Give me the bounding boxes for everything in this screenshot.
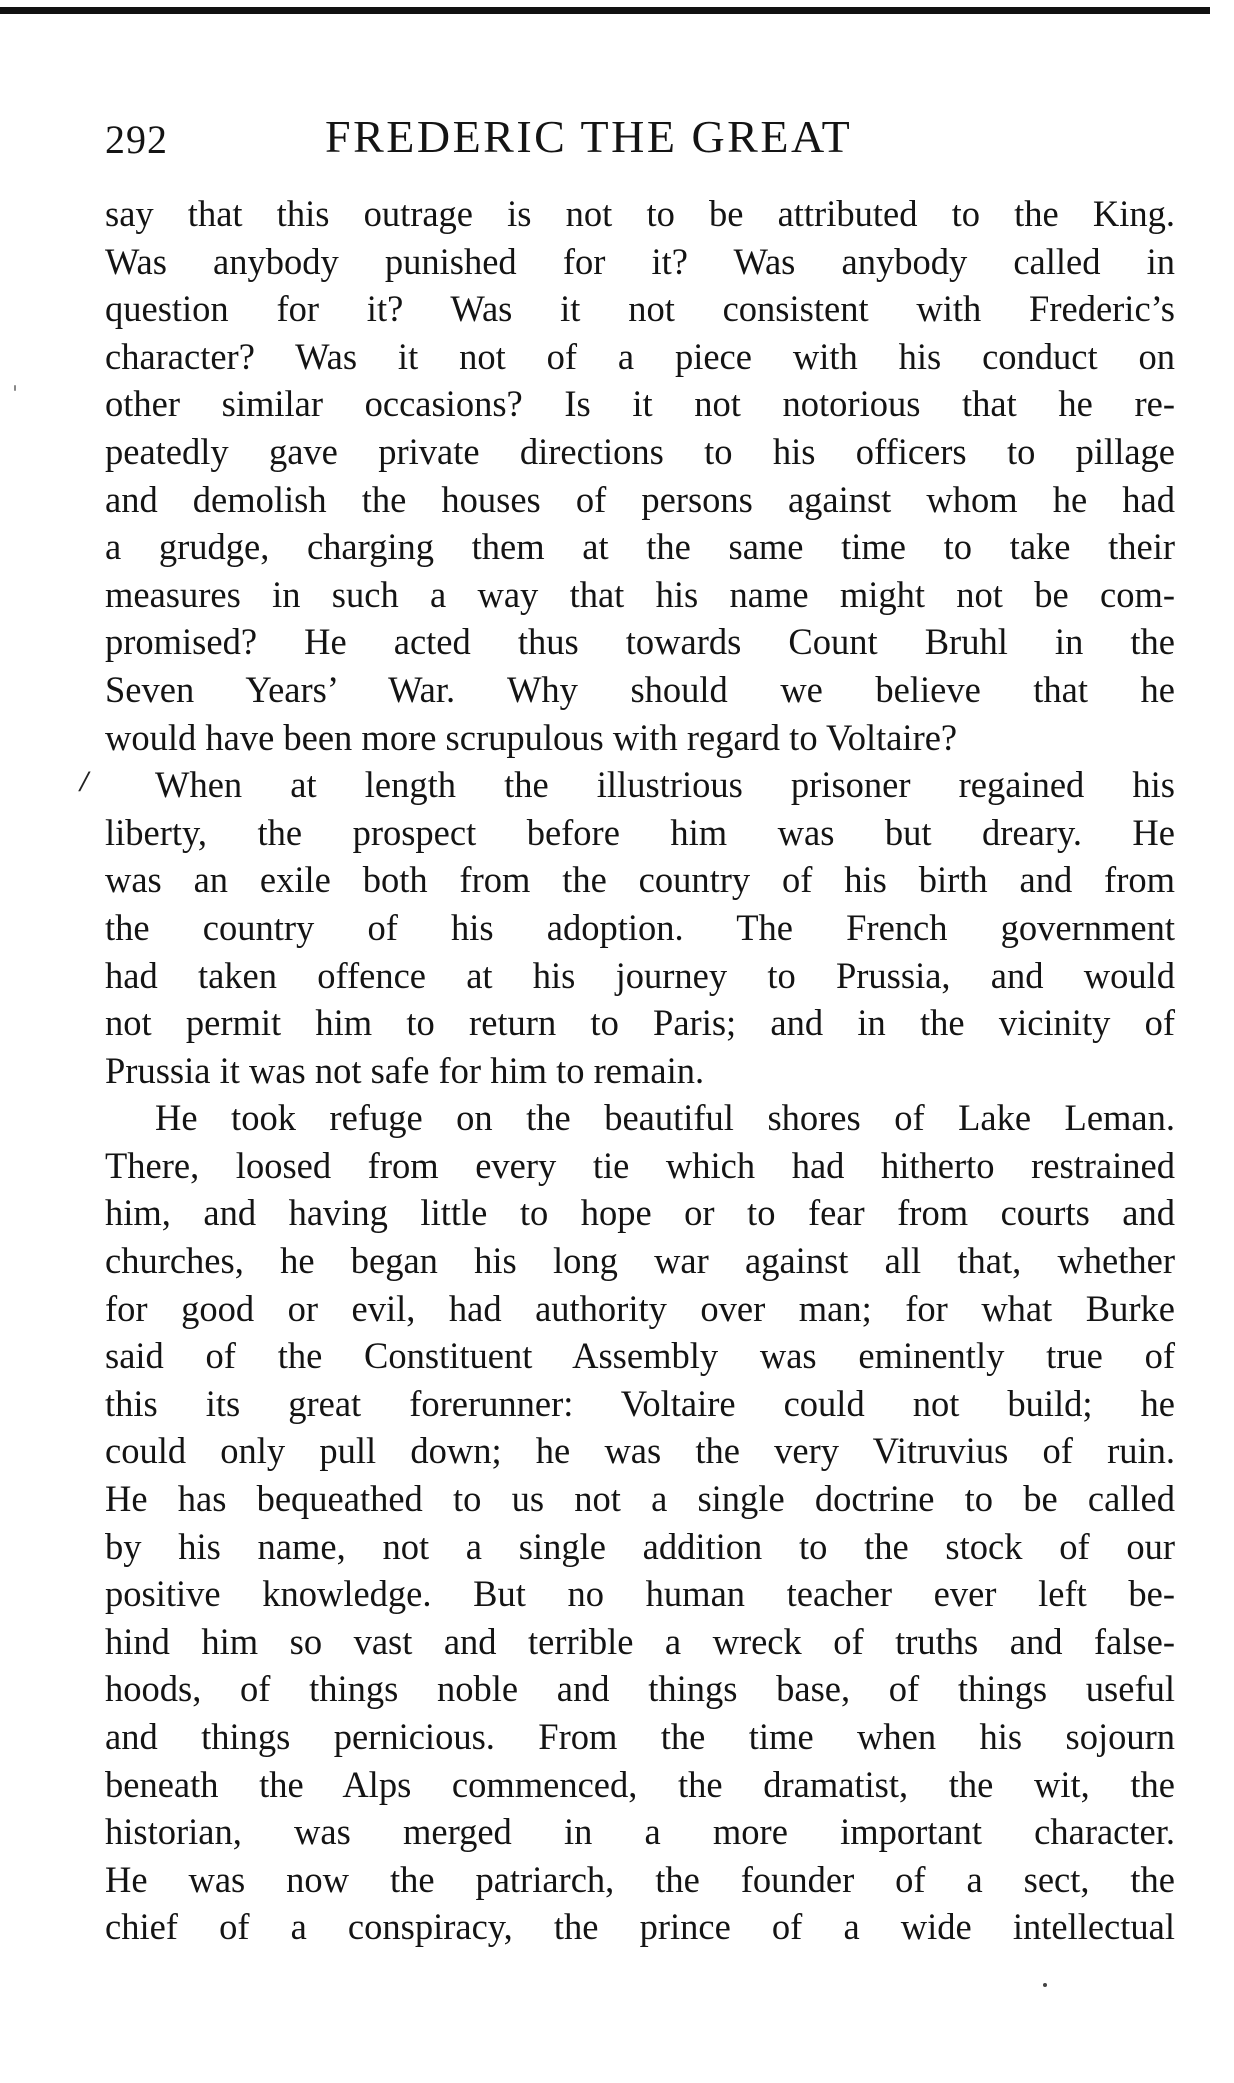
text-line: Seven Years’ War. Why should we believe that he (105, 668, 1175, 710)
text-line: hind him so vast and terrible a wreck of truths and false- (105, 1620, 1175, 1662)
text-line: would have been more scrupulous with regard to Voltaire? (105, 716, 958, 758)
text-line: a grudge, charging them at the same time to take their (105, 526, 1175, 568)
text-line: chief of a conspiracy, the prince of a wide intellectual (105, 1906, 1175, 1948)
text-line: peatedly gave private directions to his officers to pillage (105, 430, 1175, 472)
text-line: not permit him to return to Paris; and in the vicinity of (105, 1002, 1175, 1044)
text-line: promised? He acted thus towards Count Bruhl in the (105, 621, 1175, 663)
text-line: Was anybody punished for it? Was anybody called in (105, 240, 1175, 282)
text-line: was an exile both from the country of his birth and from (105, 859, 1175, 901)
text-line: historian, was merged in a more important character. (105, 1811, 1175, 1853)
running-head (105, 110, 1175, 170)
text-line: this its great forerunner: Voltaire could not build; he (105, 1382, 1175, 1424)
print-speck (14, 385, 16, 391)
text-line: measures in such a way that his name might not be com- (105, 573, 1175, 615)
body-text (105, 190, 1175, 1951)
text-line: had taken offence at his journey to Prussia, and would (105, 954, 1175, 996)
print-speck (1043, 1983, 1047, 1987)
paragraph-first-line: When at length the illustrious prisoner regained his (155, 764, 1175, 806)
text-line: churches, he began his long war against all that, whether (105, 1240, 1175, 1282)
text-line: He has bequeathed to us not a single doctrine to be called (105, 1478, 1175, 1520)
margin-mark: / (80, 765, 89, 798)
text-line: him, and having little to hope or to fear from courts and (105, 1192, 1175, 1234)
top-rule (0, 7, 1210, 14)
text-line: for good or evil, had authority over man; for what Burke (105, 1287, 1175, 1329)
text-line: the country of his adoption. The French government (105, 906, 1175, 948)
text-line: There, loosed from every tie which had hitherto restrained (105, 1144, 1175, 1186)
text-line: and things pernicious. From the time when his sojourn (105, 1716, 1175, 1757)
text-line: character? Was it not of a piece with his conduct on (105, 335, 1175, 377)
text-line: and demolish the houses of persons against whom he had (105, 478, 1175, 520)
paragraph-first-line: He took refuge on the beautiful shores of Lake Leman. (155, 1097, 1175, 1139)
text-line: other similar occasions? Is it not notorious that he re- (105, 383, 1175, 425)
text-line: Prussia it was not safe for him to remain. (105, 1049, 705, 1091)
text-line: liberty, the prospect before him was but dreary. He (105, 811, 1175, 853)
text-line: He was now the patriarch, the founder of a sect, the (105, 1858, 1175, 1900)
text-line: question for it? Was it not consistent with Frederic’s (105, 288, 1175, 330)
running-title: FREDERIC THE GREAT (325, 111, 853, 162)
text-line: say that this outrage is not to be attributed to the King. (105, 193, 1175, 234)
page-number: 292 (105, 117, 168, 162)
text-line: hoods, of things noble and things base, of things useful (105, 1668, 1175, 1710)
text-line: could only pull down; he was the very Vitruvius of ruin. (105, 1430, 1175, 1472)
text-line: beneath the Alps commenced, the dramatist, the wit, the (105, 1763, 1175, 1805)
text-line: said of the Constituent Assembly was eminently true of (105, 1335, 1175, 1377)
text-line: positive knowledge. But no human teacher ever left be- (105, 1573, 1175, 1615)
text-line: by his name, not a single addition to the stock of our (105, 1525, 1175, 1567)
